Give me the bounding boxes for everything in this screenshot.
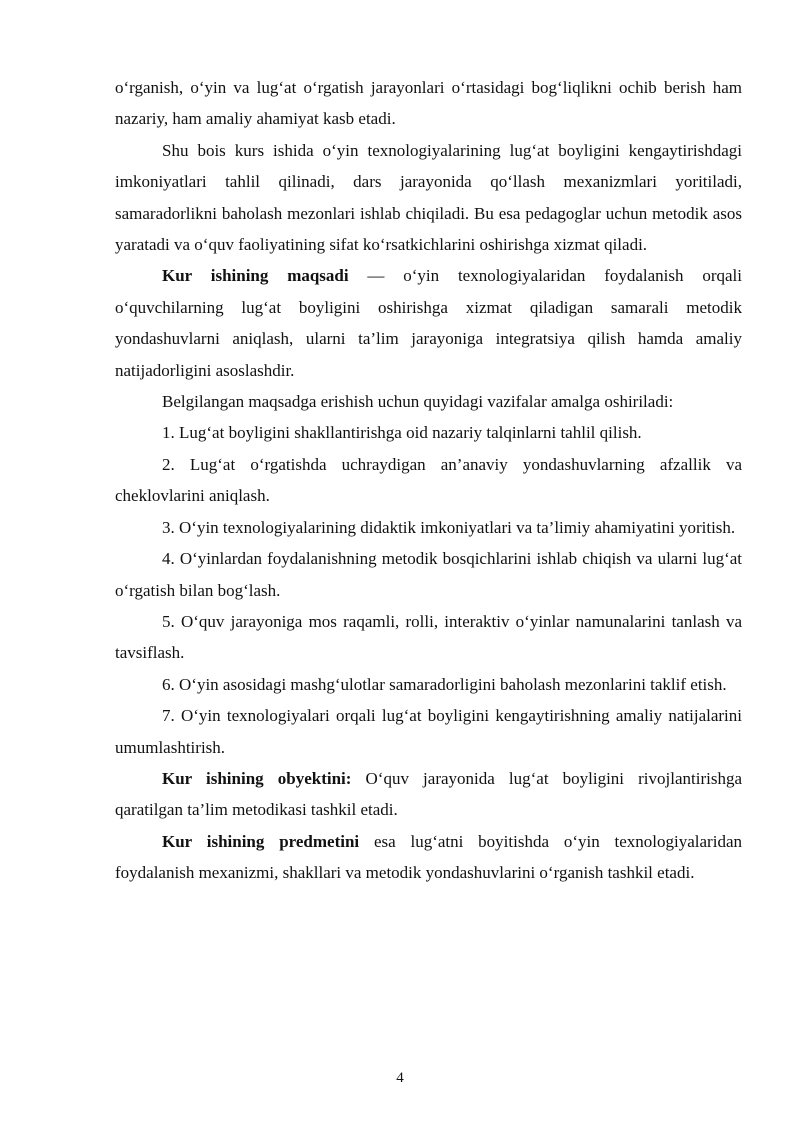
paragraph-continuation: o‘rganish, o‘yin va lug‘at o‘rgatish jarayonlari o‘rtasidagi bog‘liqlikni ochib berish ham nazariy, ham amaliy ahamiyat kasb etadi.	[115, 78, 742, 129]
paragraph-object: Kur ishining obyektini: O‘quv jarayonida lug‘at boyligini rivojlantirishga qaratilgan ta’lim metodikasi tashkil etadi.	[115, 768, 742, 820]
page-body	[115, 72, 742, 889]
task-item-6: 6. O‘yin asosidagi mashg‘ulotlar samaradorligini baholash mezonlarini taklif etish.	[162, 674, 727, 694]
paragraph-subject: Kur ishining predmetini esa lug‘atni boyitishda o‘yin texnologiyalaridan foydalanish mexanizmi, shakllari va metodik yondashuvlarini o‘rganish tashkil etadi.	[115, 831, 742, 883]
page-number: 4	[396, 1070, 404, 1086]
goal-heading: Kur ishining maqsadi	[162, 266, 349, 286]
task-item-2: 2. Lug‘at o‘rgatishda uchraydigan an’anaviy yondashuvlarning afzallik va cheklovlarini aniqlash.	[115, 454, 742, 506]
task-item-7: 7. O‘yin texnologiyalari orqali lug‘at boyligini kengaytirishning amaliy natijalarini umumlashtirish.	[115, 706, 742, 757]
task-item-4: 4. O‘yinlardan foydalanishning metodik bosqichlarini ishlab chiqish va ularni lug‘at o‘rgatish bilan bog‘lash.	[115, 549, 742, 600]
paragraph-tasks-intro: Belgilangan maqsadga erishish uchun quyidagi vazifalar amalga oshiriladi:	[162, 392, 674, 412]
task-item-3: 3. O‘yin texnologiyalarining didaktik imkoniyatlari va ta’limiy ahamiyatini yoritish.	[162, 517, 736, 537]
subject-heading: Kur ishining predmetini	[162, 831, 360, 851]
object-heading: Kur ishining obyektini:	[162, 768, 352, 788]
task-item-5: 5. O‘quv jarayoniga mos raqamli, rolli, interaktiv o‘yinlar namunalarini tanlash va tavsiflash.	[115, 611, 742, 663]
task-item-1: 1. Lug‘at boyligini shakllantirishga oid nazariy talqinlarni tahlil qilish.	[162, 423, 642, 443]
paragraph-goal: Kur ishining maqsadi — o‘yin texnologiyalaridan foydalanish orqali o‘quvchilarning lug‘at boyligini oshirishga xizmat qiladigan samarali metodik yondashuvlarni aniqlash, ularni ta’lim jarayoniga integratsiya qilish hamda amaliy natijadorligini asoslashdir.	[115, 266, 742, 380]
paragraph-course-overview: Shu bois kurs ishida o‘yin texnologiyalarining lug‘at boyligini kengaytirishdagi imkoniyatlari tahlil qilinadi, dars jarayonida qo‘llash mexanizmlari yoritiladi, samaradorlikni baholash mezonlari ishlab chiqiladi. Bu esa pedagoglar uchun metodik asos yaratadi va o‘quv faoliyatining sifat ko‘rsatkichlarini oshirishga xizmat qiladi.	[115, 140, 742, 255]
